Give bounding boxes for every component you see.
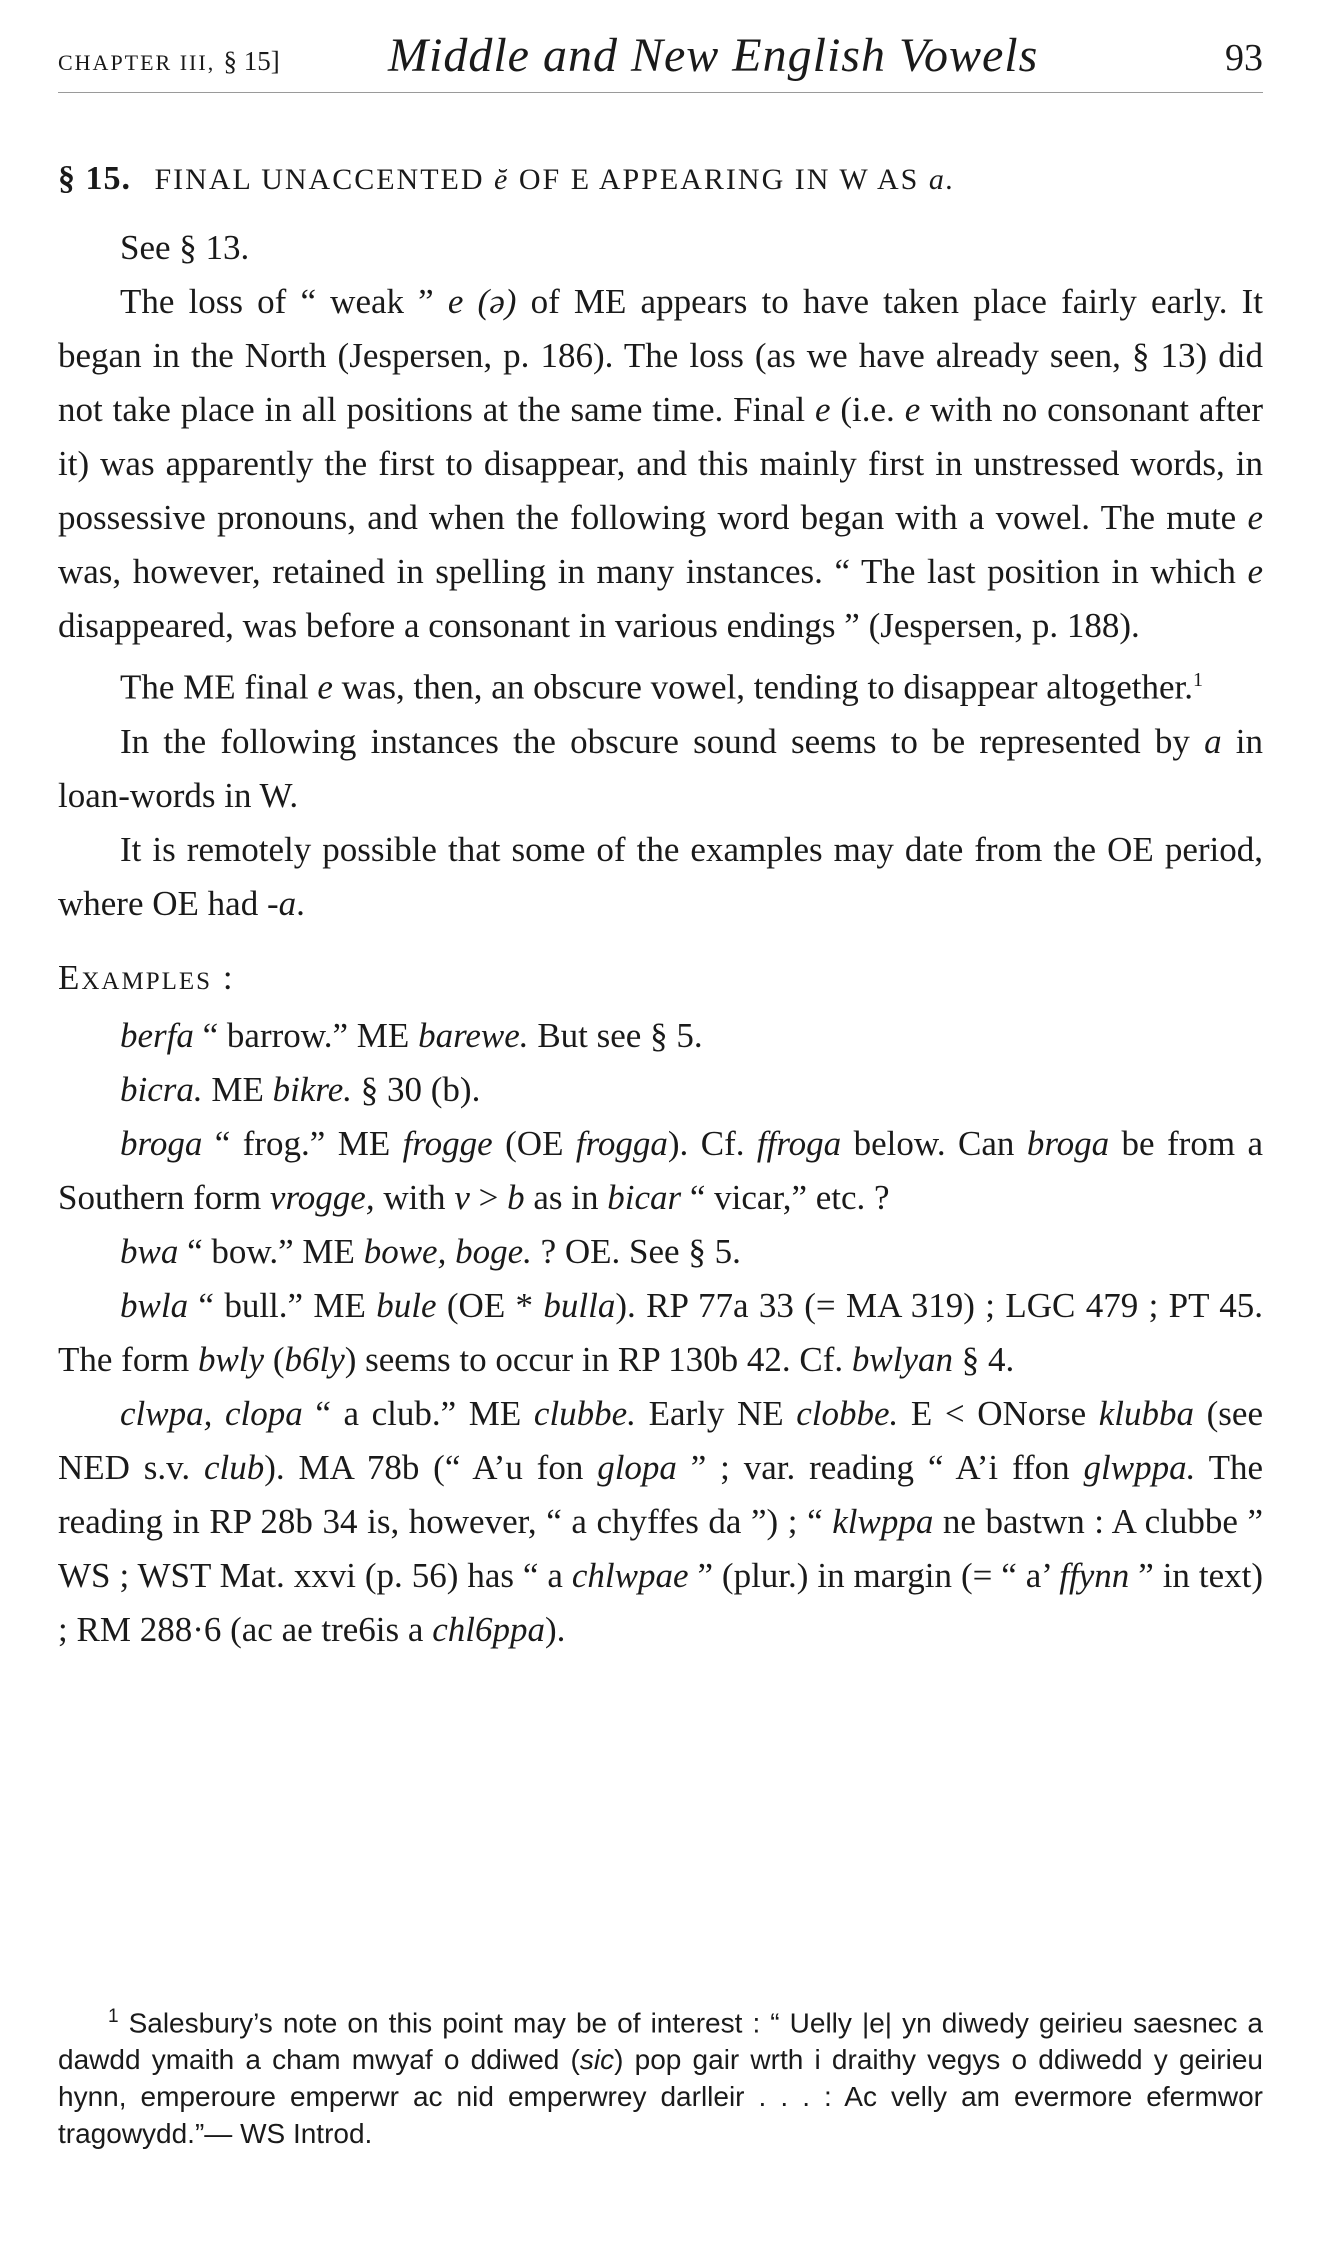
text: ” (plur.) in margin (= “ a’ <box>688 1555 1060 1595</box>
text: “ bow.” ME <box>178 1231 364 1271</box>
text: “ a club.” ME <box>302 1393 534 1433</box>
text: (see NED s.v. <box>58 1393 1263 1487</box>
example-berfa <box>58 1009 1263 1063</box>
italic-text: sic <box>579 2044 615 2076</box>
italic-text: b6ly <box>284 1339 345 1379</box>
text: ne bastwn : A clubbe ” WS ; WST Mat. xxvi (p. 56) has “ a <box>58 1501 1264 1595</box>
italic-text: b <box>507 1177 525 1217</box>
text: “ bull.” ME <box>188 1285 377 1325</box>
italic-text: chl6ppa <box>432 1609 545 1649</box>
text: E < ONorse <box>898 1393 1099 1433</box>
text: The reading in RP 28b 34 is, however, “ a chyffes da ”) ; “ <box>58 1447 1263 1541</box>
text: “ vicar,” etc. ? <box>681 1177 890 1217</box>
italic-text: v <box>454 1177 470 1217</box>
text: “ barrow.” ME <box>193 1015 419 1055</box>
text: was, then, an obscure vowel, tending to disappear altogether. <box>332 667 1194 707</box>
italic-text: e <box>1247 498 1263 537</box>
text: > <box>469 1177 508 1217</box>
italic-text: bwlyan <box>851 1339 953 1379</box>
italic-text: ffynn <box>1059 1555 1130 1595</box>
running-head-title: Middle and New English Vowels <box>388 29 1039 82</box>
headword: bwla <box>120 1285 189 1325</box>
section-heading <box>58 152 1263 207</box>
italic-text: bulla <box>543 1285 616 1325</box>
text: disappeared, was before a consonant in various endings ” (Jespersen, p. 188). <box>58 606 1140 645</box>
headword: bicra. <box>120 1069 203 1109</box>
italic-text: vrogge, <box>269 1177 375 1217</box>
italic-text: glwppa. <box>1083 1447 1196 1487</box>
text: (i.e. <box>830 390 905 429</box>
text: be from a Southern form <box>58 1123 1263 1217</box>
text: It is remotely possible that some of the examples may date from the OE period, where OE had <box>58 829 1263 923</box>
text: (OE * <box>436 1285 544 1325</box>
text: ). Cf. <box>667 1123 757 1163</box>
headword: clwpa, clopa <box>120 1393 303 1433</box>
example-bwla <box>58 1279 1263 1387</box>
paragraph-3 <box>58 715 1263 823</box>
text: The loss of “ weak ” <box>120 282 448 321</box>
footnote-text <box>58 1998 1263 2152</box>
italic-text: club <box>203 1447 265 1487</box>
text: of ME appears to have taken place fairly early. It began in the North (Jespersen, p. 186). The loss (as we have already seen, § 13) did not take place in all positions at the same time. Final <box>58 282 1263 429</box>
text: with <box>374 1177 455 1217</box>
italic-text: bowe, boge. <box>363 1231 532 1271</box>
text: with no consonant after it) was apparently the first to disappear, and this mainly first in unstressed words, in possessive pronouns, and when the following word began with a vowel. The mute <box>58 390 1263 537</box>
italic-text: ffroga <box>756 1123 842 1163</box>
section-ref: § 15] <box>223 46 280 76</box>
text: Salesbury’s note on this point may be of interest : “ Uelly |e| yn diwedy geirieu saesnec a dawdd ymaith a cham mwyaf o ddiwed ( <box>58 2007 1263 2076</box>
italic-text: a <box>1204 721 1222 761</box>
italic-text: e <box>904 390 921 429</box>
text: The ME final <box>120 667 318 707</box>
italic-text: frogge <box>402 1123 493 1163</box>
italic-text: -a <box>266 883 297 923</box>
paragraph-1 <box>58 275 1263 653</box>
text: § 30 (b). <box>352 1069 481 1109</box>
italic-text: barewe. <box>418 1015 529 1055</box>
running-head <box>58 28 1263 93</box>
footnote-marker: 1 <box>1193 669 1204 691</box>
section-number: § 15. <box>58 160 131 197</box>
heading-letter: a. <box>928 163 956 196</box>
example-bwa <box>58 1225 1263 1279</box>
italic-text: frogga <box>575 1123 668 1163</box>
heading-text-b: OF E APPEARING IN W AS <box>518 163 920 196</box>
heading-vowel: ĕ <box>494 163 510 196</box>
italic-text: e <box>1247 552 1263 591</box>
text: ME <box>202 1069 273 1109</box>
example-broga <box>58 1117 1263 1225</box>
page-body <box>58 152 1263 1657</box>
italic-text: bikre. <box>272 1069 353 1109</box>
text: But see § 5. <box>528 1015 703 1055</box>
italic-text: broga <box>1026 1123 1110 1163</box>
text: ). <box>544 1609 566 1649</box>
headword: berfa <box>120 1015 194 1055</box>
example-bicra <box>58 1063 1263 1117</box>
italic-text: e <box>317 667 333 707</box>
examples-heading: Examples : <box>58 957 235 997</box>
text: (OE <box>492 1123 576 1163</box>
footnote-mark: 1 <box>108 2006 119 2027</box>
text: Early NE <box>635 1393 797 1433</box>
text: was, however, retained in spelling in many instances. “ The last position in which <box>58 552 1248 591</box>
heading-text-a: FINAL UNACCENTED <box>154 163 485 196</box>
text: “ frog.” ME <box>202 1123 403 1163</box>
italic-text: e (ə) <box>447 282 517 321</box>
headword: broga <box>120 1123 203 1163</box>
italic-text: bicar <box>607 1177 682 1217</box>
italic-text: klwppa <box>832 1501 934 1541</box>
italic-text: clubbe. <box>533 1393 636 1433</box>
italic-text: clobbe. <box>796 1393 899 1433</box>
italic-text: klubba <box>1098 1393 1195 1433</box>
italic-text: chlwpae <box>571 1555 689 1595</box>
text: ) seems to occur in RP 130b 42. Cf. <box>344 1339 852 1379</box>
example-clwpa <box>58 1387 1263 1657</box>
see-reference: See § 13. <box>120 228 250 267</box>
italic-text: e <box>814 390 831 429</box>
paragraph-2 <box>58 653 1263 715</box>
text: In the following instances the obscure sound seems to be represented by <box>120 721 1205 761</box>
text: in loan-words in W. <box>58 721 1263 815</box>
page-number: 93 <box>1225 37 1263 79</box>
text: ) pop gair wrth i draithy vegys o ddiwedd y geirieu hynn, emperoure emperwr ac nid emperwrey darlleir . . . : Ac velly am evermore efermwor tragowydd.”— WS Introd. <box>58 2044 1263 2150</box>
text: . <box>296 883 305 923</box>
text: ( <box>264 1339 285 1379</box>
text: ” ; var. reading “ A’i ffon <box>676 1447 1084 1487</box>
italic-text: glopa <box>597 1447 677 1487</box>
text: ” in text) ; RM 288·6 (ac ae tre6is a <box>58 1555 1263 1649</box>
text: as in <box>524 1177 608 1217</box>
text: ). RP 77a 33 (= MA 319) ; LGC 479 ; PT 45. The form <box>58 1285 1263 1379</box>
text: ? OE. See § 5. <box>531 1231 741 1271</box>
text: below. Can <box>841 1123 1027 1163</box>
chapter-label: CHAPTER III, <box>58 50 216 75</box>
headword: bwa <box>120 1231 179 1271</box>
text: § 4. <box>952 1339 1015 1379</box>
text: ). MA 78b (“ A’u fon <box>264 1447 598 1487</box>
italic-text: bwly <box>197 1339 265 1379</box>
italic-text: bule <box>376 1285 437 1325</box>
paragraph-4 <box>58 823 1263 931</box>
footnote <box>58 1998 1263 2152</box>
running-head-chapter <box>58 46 280 77</box>
